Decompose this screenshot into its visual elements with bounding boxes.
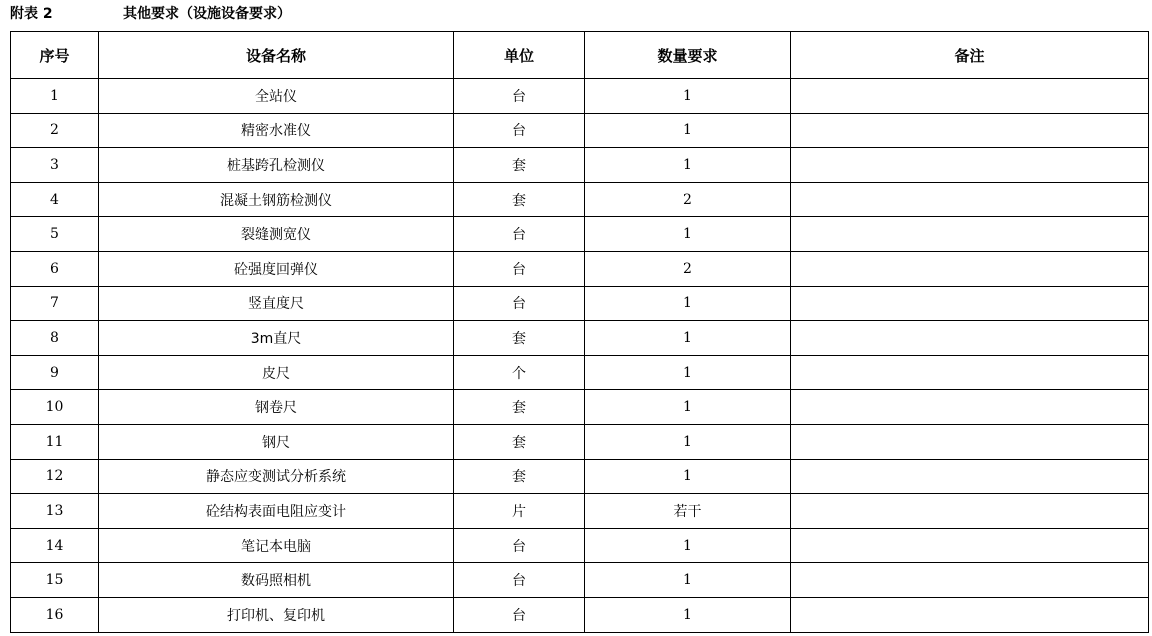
cell-name: 钢卷尺 xyxy=(99,390,454,425)
cell-name: 全站仪 xyxy=(99,79,454,114)
cell-name: 3m直尺 xyxy=(99,321,454,356)
cell-qty: 1 xyxy=(585,148,791,183)
table-row xyxy=(11,182,1149,217)
cell-note xyxy=(791,251,1149,286)
table-row xyxy=(11,424,1149,459)
cell-no: 10 xyxy=(11,390,99,425)
table-caption xyxy=(10,3,291,25)
cell-unit: 台 xyxy=(454,79,585,114)
table-row xyxy=(11,321,1149,356)
cell-unit: 台 xyxy=(454,217,585,252)
cell-no: 13 xyxy=(11,494,99,529)
header-no: 序号 xyxy=(11,32,99,79)
cell-note xyxy=(791,79,1149,114)
table-row xyxy=(11,563,1149,598)
table-row xyxy=(11,390,1149,425)
cell-unit: 套 xyxy=(454,148,585,183)
cell-no: 11 xyxy=(11,424,99,459)
cell-qty: 1 xyxy=(585,321,791,356)
cell-qty: 1 xyxy=(585,528,791,563)
cell-no: 14 xyxy=(11,528,99,563)
table-row xyxy=(11,528,1149,563)
cell-name: 皮尺 xyxy=(99,355,454,390)
cell-qty: 1 xyxy=(585,563,791,598)
cell-qty: 1 xyxy=(585,390,791,425)
cell-name: 桩基跨孔检测仪 xyxy=(99,148,454,183)
cell-note xyxy=(791,459,1149,494)
table-row xyxy=(11,459,1149,494)
cell-unit: 套 xyxy=(454,424,585,459)
header-name: 设备名称 xyxy=(99,32,454,79)
cell-note xyxy=(791,113,1149,148)
table-row xyxy=(11,148,1149,183)
cell-name: 砼强度回弹仪 xyxy=(99,251,454,286)
cell-unit: 台 xyxy=(454,286,585,321)
cell-note xyxy=(791,390,1149,425)
cell-qty: 2 xyxy=(585,182,791,217)
cell-name: 笔记本电脑 xyxy=(99,528,454,563)
cell-note xyxy=(791,424,1149,459)
cell-qty: 1 xyxy=(585,459,791,494)
cell-note xyxy=(791,528,1149,563)
cell-unit: 个 xyxy=(454,355,585,390)
table-row xyxy=(11,494,1149,529)
cell-unit: 台 xyxy=(454,597,585,632)
table-row xyxy=(11,251,1149,286)
cell-no: 8 xyxy=(11,321,99,356)
cell-qty: 1 xyxy=(585,597,791,632)
cell-qty: 1 xyxy=(585,286,791,321)
cell-name: 混凝土钢筋检测仪 xyxy=(99,182,454,217)
cell-note xyxy=(791,597,1149,632)
table-row xyxy=(11,217,1149,252)
table-row xyxy=(11,113,1149,148)
cell-note xyxy=(791,494,1149,529)
table-caption-label: 附表 2 xyxy=(10,6,53,22)
cell-no: 3 xyxy=(11,148,99,183)
cell-no: 6 xyxy=(11,251,99,286)
cell-no: 2 xyxy=(11,113,99,148)
header-unit: 单位 xyxy=(454,32,585,79)
cell-no: 1 xyxy=(11,79,99,114)
cell-no: 12 xyxy=(11,459,99,494)
cell-qty: 1 xyxy=(585,424,791,459)
cell-note xyxy=(791,148,1149,183)
header-qty: 数量要求 xyxy=(585,32,791,79)
cell-qty: 1 xyxy=(585,355,791,390)
cell-unit: 套 xyxy=(454,182,585,217)
cell-unit: 套 xyxy=(454,321,585,356)
cell-name: 数码照相机 xyxy=(99,563,454,598)
cell-unit: 套 xyxy=(454,390,585,425)
cell-unit: 套 xyxy=(454,459,585,494)
cell-qty: 1 xyxy=(585,79,791,114)
table-body xyxy=(11,79,1149,633)
cell-qty: 1 xyxy=(585,217,791,252)
cell-name: 精密水准仪 xyxy=(99,113,454,148)
table-row xyxy=(11,79,1149,114)
cell-no: 4 xyxy=(11,182,99,217)
cell-name: 裂缝测宽仪 xyxy=(99,217,454,252)
cell-no: 5 xyxy=(11,217,99,252)
cell-qty: 2 xyxy=(585,251,791,286)
table-row xyxy=(11,355,1149,390)
cell-note xyxy=(791,563,1149,598)
cell-name: 钢尺 xyxy=(99,424,454,459)
cell-no: 16 xyxy=(11,597,99,632)
cell-note xyxy=(791,355,1149,390)
cell-name: 打印机、复印机 xyxy=(99,597,454,632)
table-row xyxy=(11,286,1149,321)
table-header-row xyxy=(11,32,1149,79)
table-caption-text: 其他要求（设施设备要求） xyxy=(123,6,291,22)
cell-unit: 台 xyxy=(454,563,585,598)
cell-name: 砼结构表面电阻应变计 xyxy=(99,494,454,529)
cell-no: 9 xyxy=(11,355,99,390)
cell-unit: 台 xyxy=(454,251,585,286)
cell-no: 15 xyxy=(11,563,99,598)
cell-qty: 若干 xyxy=(585,494,791,529)
header-note: 备注 xyxy=(791,32,1149,79)
cell-note xyxy=(791,321,1149,356)
cell-name: 竖直度尺 xyxy=(99,286,454,321)
cell-unit: 台 xyxy=(454,113,585,148)
cell-unit: 片 xyxy=(454,494,585,529)
cell-note xyxy=(791,217,1149,252)
cell-qty: 1 xyxy=(585,113,791,148)
table-row xyxy=(11,597,1149,632)
cell-name: 静态应变测试分析系统 xyxy=(99,459,454,494)
cell-unit: 台 xyxy=(454,528,585,563)
cell-note xyxy=(791,286,1149,321)
cell-no: 7 xyxy=(11,286,99,321)
equipment-table xyxy=(10,31,1149,633)
cell-note xyxy=(791,182,1149,217)
